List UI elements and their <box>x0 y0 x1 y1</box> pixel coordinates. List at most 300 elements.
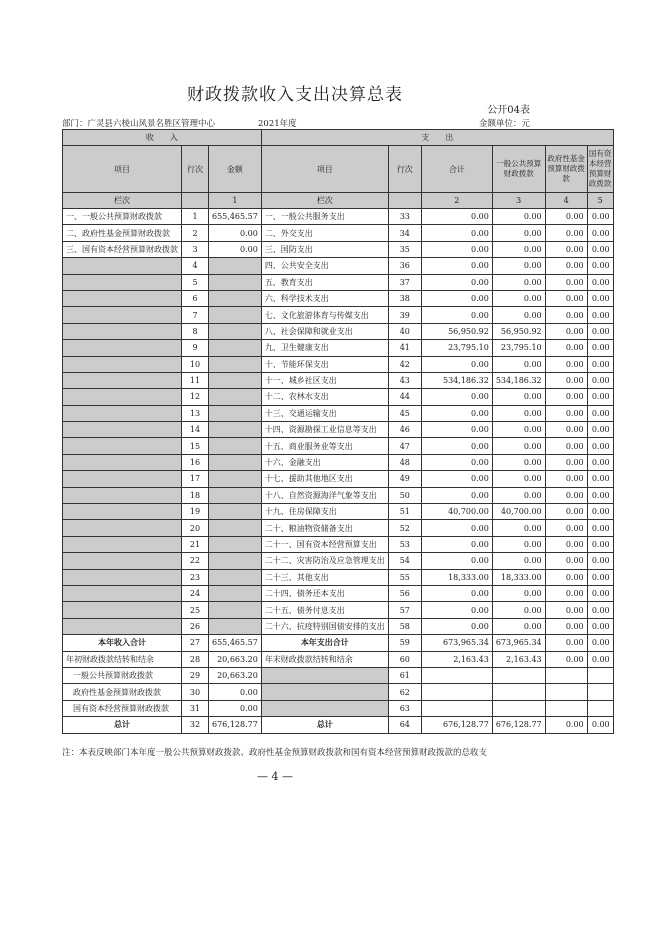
expense-general: 0.00 <box>492 274 545 290</box>
expense-total: 0.00 <box>421 487 492 503</box>
income-amount: 0.00 <box>209 225 262 241</box>
expense-fund: 0.00 <box>545 405 587 421</box>
grand-total-row <box>63 717 614 733</box>
income-item <box>63 405 182 421</box>
blank-cell <box>545 667 587 683</box>
expense-item: 十七、援助其他地区支出 <box>261 471 388 487</box>
table-row <box>63 405 614 421</box>
expense-fund: 0.00 <box>545 340 587 356</box>
total-row <box>63 635 614 651</box>
expense-state: 0.00 <box>587 258 613 274</box>
expense-fund: 0.00 <box>545 569 587 585</box>
income-amount <box>209 372 262 388</box>
expense-line: 56 <box>388 585 421 601</box>
expense-general: 0.00 <box>492 520 545 536</box>
expense-line: 38 <box>388 290 421 306</box>
col-income-item: 项目 <box>63 146 182 193</box>
expense-total: 0.00 <box>421 356 492 372</box>
expense-line: 35 <box>388 241 421 257</box>
expense-item: 一、一般公共服务支出 <box>261 209 388 225</box>
income-line: 1 <box>182 209 209 225</box>
expense-total: 0.00 <box>421 258 492 274</box>
carry-sub-amount: 20,663.20 <box>209 667 262 683</box>
income-item <box>63 471 182 487</box>
expense-total: 0.00 <box>421 553 492 569</box>
expense-state: 0.00 <box>587 209 613 225</box>
expense-fund: 0.00 <box>545 585 587 601</box>
expense-total-state: 0.00 <box>587 635 613 651</box>
income-line: 18 <box>182 487 209 503</box>
blank-cell <box>492 700 545 716</box>
expense-total: 0.00 <box>421 405 492 421</box>
expense-general: 23,795.10 <box>492 340 545 356</box>
income-amount <box>209 569 262 585</box>
income-item <box>63 258 182 274</box>
income-amount <box>209 487 262 503</box>
income-item: 二、政府性基金预算财政拨款 <box>63 225 182 241</box>
expense-state: 0.00 <box>587 307 613 323</box>
expense-line: 42 <box>388 356 421 372</box>
table-row <box>63 454 614 470</box>
income-header: 收 入 <box>63 130 262 146</box>
carry-sub-label: 政府性基金预算财政拨款 <box>63 684 182 700</box>
lanci-blank <box>182 193 209 209</box>
table-row <box>63 520 614 536</box>
table-row <box>63 372 614 388</box>
income-line: 25 <box>182 602 209 618</box>
expense-general: 0.00 <box>492 356 545 372</box>
blank-cell <box>545 700 587 716</box>
table-row <box>63 618 614 634</box>
expense-line: 46 <box>388 422 421 438</box>
income-item: 一、一般公共预算财政拨款 <box>63 209 182 225</box>
income-line: 8 <box>182 323 209 339</box>
expense-line: 47 <box>388 438 421 454</box>
expense-line: 43 <box>388 372 421 388</box>
table-row <box>63 569 614 585</box>
income-line: 10 <box>182 356 209 372</box>
carry-sub-amount: 0.00 <box>209 700 262 716</box>
expense-line: 53 <box>388 536 421 552</box>
expense-fund: 0.00 <box>545 323 587 339</box>
expense-item: 八、社会保障和就业支出 <box>261 323 388 339</box>
grand-total-income-line: 32 <box>182 717 209 733</box>
income-line: 5 <box>182 274 209 290</box>
expense-state: 0.00 <box>587 618 613 634</box>
expense-state: 0.00 <box>587 602 613 618</box>
table-row <box>63 258 614 274</box>
grand-total-sum: 676,128.77 <box>421 717 492 733</box>
expense-header: 支 出 <box>261 130 613 146</box>
expense-fund: 0.00 <box>545 225 587 241</box>
expense-line: 54 <box>388 553 421 569</box>
income-item <box>63 504 182 520</box>
income-line: 14 <box>182 422 209 438</box>
expense-general: 0.00 <box>492 290 545 306</box>
income-line: 2 <box>182 225 209 241</box>
report-meta <box>62 117 530 129</box>
form-number: 公开04表 <box>487 105 530 116</box>
income-item <box>63 290 182 306</box>
expense-general: 0.00 <box>492 602 545 618</box>
income-amount <box>209 602 262 618</box>
income-item <box>63 372 182 388</box>
income-total-label: 本年收入合计 <box>63 635 182 651</box>
income-item <box>63 618 182 634</box>
expense-general: 0.00 <box>492 307 545 323</box>
lanci-label-expense: 栏次 <box>261 193 388 209</box>
expense-item: 二、外交支出 <box>261 225 388 241</box>
income-amount <box>209 504 262 520</box>
carry-end-total: 2,163.43 <box>421 651 492 667</box>
expense-total: 0.00 <box>421 602 492 618</box>
blank-cell <box>492 667 545 683</box>
expense-general: 0.00 <box>492 258 545 274</box>
expense-fund: 0.00 <box>545 618 587 634</box>
carry-end-fund: 0.00 <box>545 651 587 667</box>
expense-item: 七、文化旅游体育与传媒支出 <box>261 307 388 323</box>
table-row <box>63 340 614 356</box>
expense-state: 0.00 <box>587 405 613 421</box>
carry-end-line: 60 <box>388 651 421 667</box>
table-row <box>63 241 614 257</box>
carry-sub-line: 30 <box>182 684 209 700</box>
expense-state: 0.00 <box>587 536 613 552</box>
table-row <box>63 471 614 487</box>
expense-line: 57 <box>388 602 421 618</box>
expense-item: 十六、金融支出 <box>261 454 388 470</box>
expense-total: 56,950.92 <box>421 323 492 339</box>
expense-general: 534,186.32 <box>492 372 545 388</box>
expense-fund: 0.00 <box>545 487 587 503</box>
income-line: 20 <box>182 520 209 536</box>
blank-cell <box>545 684 587 700</box>
table-note: 注：本表反映部门本年度一般公共预算财政拨款、政府性基金预算财政拨款和国有资本经营预算财政拨款的总收支 <box>62 748 488 758</box>
blank-cell <box>261 684 388 700</box>
blank-cell <box>492 684 545 700</box>
expense-total: 0.00 <box>421 274 492 290</box>
expense-total-label: 本年支出合计 <box>261 635 388 651</box>
income-item <box>63 585 182 601</box>
expense-item: 二十六、抗疫特别国债安排的支出 <box>261 618 388 634</box>
expense-item: 十一、城乡社区支出 <box>261 372 388 388</box>
income-item <box>63 454 182 470</box>
expense-item: 十、节能环保支出 <box>261 356 388 372</box>
expense-item: 二十、粮油物资储备支出 <box>261 520 388 536</box>
expense-item: 五、教育支出 <box>261 274 388 290</box>
carry-begin-amount: 20,663.20 <box>209 651 262 667</box>
expense-state: 0.00 <box>587 438 613 454</box>
carryover-row <box>63 651 614 667</box>
expense-line: 51 <box>388 504 421 520</box>
carry-sub-line: 29 <box>182 667 209 683</box>
col-income-line: 行次 <box>182 146 209 193</box>
expense-total: 0.00 <box>421 290 492 306</box>
expense-general: 0.00 <box>492 438 545 454</box>
blank-cell <box>587 667 613 683</box>
income-item <box>63 389 182 405</box>
income-amount <box>209 389 262 405</box>
expense-state: 0.00 <box>587 553 613 569</box>
income-amount <box>209 307 262 323</box>
expense-fund: 0.00 <box>545 307 587 323</box>
expense-item: 六、科学技术支出 <box>261 290 388 306</box>
income-amount <box>209 274 262 290</box>
expense-line: 44 <box>388 389 421 405</box>
col-state-capital: 国有资本经营预算财政拨款 <box>587 146 613 193</box>
income-amount <box>209 356 262 372</box>
expense-general: 0.00 <box>492 454 545 470</box>
expense-general: 0.00 <box>492 553 545 569</box>
table-row <box>63 422 614 438</box>
carryover-sub-row <box>63 667 614 683</box>
table-row <box>63 536 614 552</box>
income-amount: 0.00 <box>209 241 262 257</box>
expense-line: 48 <box>388 454 421 470</box>
expense-item: 四、公共安全支出 <box>261 258 388 274</box>
expense-fund: 0.00 <box>545 553 587 569</box>
income-amount <box>209 323 262 339</box>
expense-general: 56,950.92 <box>492 323 545 339</box>
expense-fund: 0.00 <box>545 290 587 306</box>
income-line: 17 <box>182 471 209 487</box>
expense-item: 三、国防支出 <box>261 241 388 257</box>
income-line: 19 <box>182 504 209 520</box>
col-total: 合计 <box>421 146 492 193</box>
expense-fund: 0.00 <box>545 356 587 372</box>
income-amount <box>209 553 262 569</box>
blank-cell <box>421 667 492 683</box>
expense-total: 23,795.10 <box>421 340 492 356</box>
table-row <box>63 323 614 339</box>
carry-begin-line: 28 <box>182 651 209 667</box>
report-title: 财政拨款收入支出决算总表 <box>187 85 403 105</box>
budget-summary-table <box>62 129 614 734</box>
column-index-row <box>63 193 614 209</box>
income-item <box>63 323 182 339</box>
expense-general: 0.00 <box>492 471 545 487</box>
table-row <box>63 504 614 520</box>
income-line: 7 <box>182 307 209 323</box>
amount-unit: 金额单位：元 <box>478 119 530 129</box>
expense-state: 0.00 <box>587 520 613 536</box>
expense-state: 0.00 <box>587 290 613 306</box>
table-row <box>63 487 614 503</box>
expense-line: 45 <box>388 405 421 421</box>
grand-total-expense-line: 64 <box>388 717 421 733</box>
expense-line: 34 <box>388 225 421 241</box>
income-amount <box>209 422 262 438</box>
income-amount <box>209 520 262 536</box>
expense-state: 0.00 <box>587 340 613 356</box>
expense-item: 十四、资源勘探工业信息等支出 <box>261 422 388 438</box>
carryover-sub-row <box>63 684 614 700</box>
expense-item: 九、卫生健康支出 <box>261 340 388 356</box>
col-expense-line: 行次 <box>388 146 421 193</box>
expense-general: 0.00 <box>492 618 545 634</box>
expense-general: 0.00 <box>492 209 545 225</box>
expense-general: 0.00 <box>492 241 545 257</box>
expense-item: 十九、住房保障支出 <box>261 504 388 520</box>
carry-end-state: 0.00 <box>587 651 613 667</box>
expense-total: 0.00 <box>421 520 492 536</box>
table-body <box>63 130 614 734</box>
expense-state: 0.00 <box>587 454 613 470</box>
income-amount <box>209 585 262 601</box>
carry-sub-line: 31 <box>182 700 209 716</box>
expense-total-general: 673,965.34 <box>492 635 545 651</box>
expense-state: 0.00 <box>587 585 613 601</box>
income-amount <box>209 290 262 306</box>
grand-total-income-amount: 676,128.77 <box>209 717 262 733</box>
income-line: 21 <box>182 536 209 552</box>
income-line: 13 <box>182 405 209 421</box>
expense-item: 二十一、国有资本经营预算支出 <box>261 536 388 552</box>
expense-state: 0.00 <box>587 241 613 257</box>
department-label: 部门：广灵县六棱山风景名胜区管理中心 <box>62 119 216 129</box>
lanci-col3: 3 <box>492 193 545 209</box>
table-row <box>63 356 614 372</box>
expense-total: 0.00 <box>421 209 492 225</box>
expense-total-fund: 0.00 <box>545 635 587 651</box>
expense-general: 0.00 <box>492 225 545 241</box>
table-row <box>63 274 614 290</box>
expense-item: 二十二、灾害防治及应急管理支出 <box>261 553 388 569</box>
expense-state: 0.00 <box>587 471 613 487</box>
income-line: 6 <box>182 290 209 306</box>
expense-line: 40 <box>388 323 421 339</box>
income-line: 22 <box>182 553 209 569</box>
income-item <box>63 520 182 536</box>
expense-line: 49 <box>388 471 421 487</box>
table-row <box>63 225 614 241</box>
expense-fund: 0.00 <box>545 389 587 405</box>
income-amount <box>209 471 262 487</box>
expense-line: 37 <box>388 274 421 290</box>
expense-state: 0.00 <box>587 225 613 241</box>
col-fund-budget: 政府性基金预算财政拨款 <box>545 146 587 193</box>
page-number: — 4 — <box>257 770 293 783</box>
expense-line: 58 <box>388 618 421 634</box>
income-item <box>63 536 182 552</box>
income-item <box>63 569 182 585</box>
income-line: 26 <box>182 618 209 634</box>
fiscal-year: 2021年度 <box>258 119 297 129</box>
expense-general: 0.00 <box>492 536 545 552</box>
income-total-line: 27 <box>182 635 209 651</box>
grand-total-general: 676,128.77 <box>492 717 545 733</box>
expense-sub-line: 62 <box>388 684 421 700</box>
expense-item: 十八、自然资源海洋气象等支出 <box>261 487 388 503</box>
expense-total: 0.00 <box>421 225 492 241</box>
expense-total: 0.00 <box>421 454 492 470</box>
carryover-sub-row <box>63 700 614 716</box>
income-line: 16 <box>182 454 209 470</box>
expense-fund: 0.00 <box>545 471 587 487</box>
income-amount <box>209 405 262 421</box>
expense-total: 0.00 <box>421 438 492 454</box>
expense-line: 50 <box>388 487 421 503</box>
expense-total: 0.00 <box>421 471 492 487</box>
expense-general: 0.00 <box>492 389 545 405</box>
expense-fund: 0.00 <box>545 422 587 438</box>
header-row-groups <box>63 130 614 146</box>
carry-sub-label: 一般公共预算财政拨款 <box>63 667 182 683</box>
expense-state: 0.00 <box>587 323 613 339</box>
expense-fund: 0.00 <box>545 438 587 454</box>
expense-total-line: 59 <box>388 635 421 651</box>
expense-total-sum: 673,965.34 <box>421 635 492 651</box>
carry-sub-label: 国有资本经营预算财政拨款 <box>63 700 182 716</box>
expense-fund: 0.00 <box>545 274 587 290</box>
income-amount <box>209 258 262 274</box>
table-row <box>63 585 614 601</box>
income-amount: 655,465.57 <box>209 209 262 225</box>
blank-cell <box>587 700 613 716</box>
expense-line: 41 <box>388 340 421 356</box>
table-row <box>63 602 614 618</box>
carry-end-general: 2,163.43 <box>492 651 545 667</box>
expense-fund: 0.00 <box>545 209 587 225</box>
income-line: 24 <box>182 585 209 601</box>
lanci-label-income: 栏次 <box>63 193 182 209</box>
income-item <box>63 340 182 356</box>
expense-sub-line: 63 <box>388 700 421 716</box>
income-line: 11 <box>182 372 209 388</box>
lanci-col4: 4 <box>545 193 587 209</box>
expense-general: 0.00 <box>492 585 545 601</box>
table-row <box>63 553 614 569</box>
expense-total: 40,700.00 <box>421 504 492 520</box>
expense-item: 二十四、债务还本支出 <box>261 585 388 601</box>
expense-line: 39 <box>388 307 421 323</box>
grand-total-income-label: 总计 <box>63 717 182 733</box>
expense-total: 534,186.32 <box>421 372 492 388</box>
income-item <box>63 274 182 290</box>
expense-fund: 0.00 <box>545 520 587 536</box>
expense-state: 0.00 <box>587 356 613 372</box>
col-income-amount: 金额 <box>209 146 262 193</box>
blank-cell <box>261 700 388 716</box>
expense-fund: 0.00 <box>545 372 587 388</box>
expense-general: 0.00 <box>492 422 545 438</box>
income-line: 4 <box>182 258 209 274</box>
expense-line: 55 <box>388 569 421 585</box>
income-item <box>63 422 182 438</box>
expense-total: 0.00 <box>421 241 492 257</box>
income-item <box>63 487 182 503</box>
expense-general: 0.00 <box>492 487 545 503</box>
expense-state: 0.00 <box>587 504 613 520</box>
expense-fund: 0.00 <box>545 241 587 257</box>
grand-total-state: 0.00 <box>587 717 613 733</box>
income-item <box>63 356 182 372</box>
expense-line: 36 <box>388 258 421 274</box>
col-general-budget: 一般公共预算财政拨款 <box>492 146 545 193</box>
table-row <box>63 290 614 306</box>
col-expense-item: 项目 <box>261 146 388 193</box>
expense-general: 40,700.00 <box>492 504 545 520</box>
expense-total: 18,333.00 <box>421 569 492 585</box>
expense-general: 0.00 <box>492 405 545 421</box>
expense-item: 十三、交通运输支出 <box>261 405 388 421</box>
expense-total: 0.00 <box>421 422 492 438</box>
expense-item: 二十五、债务付息支出 <box>261 602 388 618</box>
expense-total: 0.00 <box>421 618 492 634</box>
header-row-columns <box>63 146 614 193</box>
table-row <box>63 209 614 225</box>
table-row <box>63 389 614 405</box>
